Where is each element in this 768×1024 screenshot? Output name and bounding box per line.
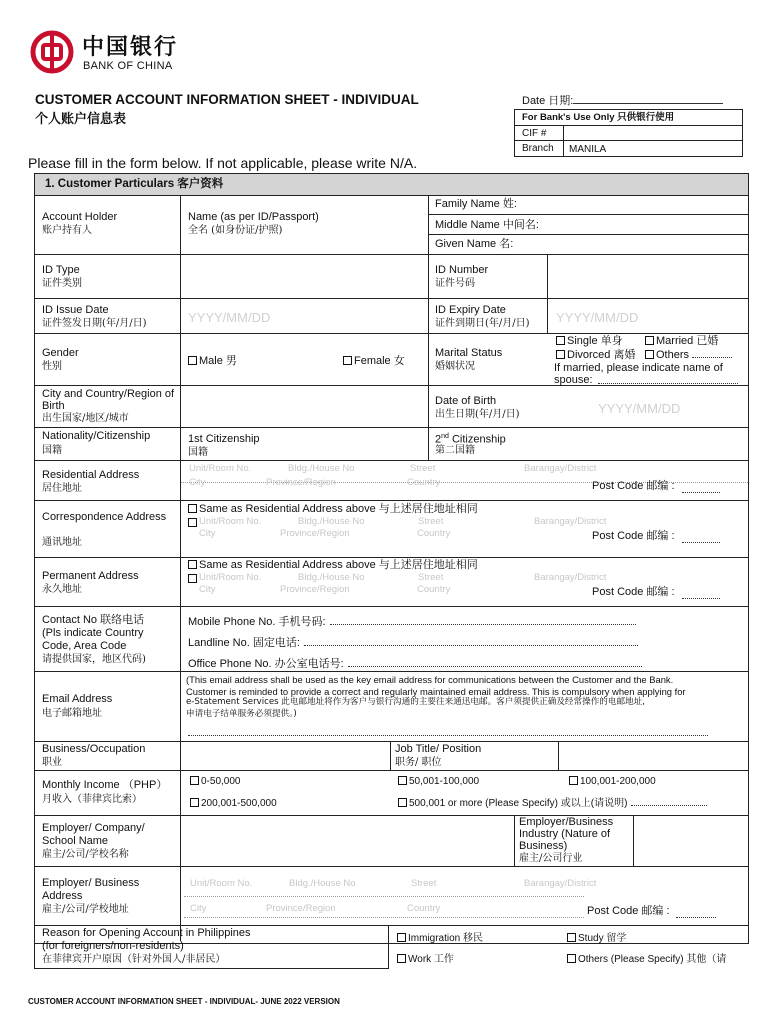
permanent-address-label: Permanent Address (42, 570, 139, 582)
employer-label-cn: 雇主/公司/学校名称 (42, 849, 129, 860)
male-checkbox[interactable]: Male 男 (188, 355, 237, 368)
reason-label-2: (for foreigners/non-residents) (42, 940, 184, 952)
checkbox-icon (645, 350, 654, 359)
id-issue-date-input[interactable]: YYYY/MM/DD (188, 310, 271, 325)
id-expiry-date-input[interactable]: YYYY/MM/DD (556, 310, 639, 325)
marital-status-label-cn: 婚姻状况 (435, 361, 475, 372)
id-issue-date-label: ID Issue Date (42, 304, 109, 316)
reason-label-cn: 在菲律宾开户原因（针对外国人/非居民） (42, 954, 226, 965)
checkbox-icon (190, 798, 199, 807)
gender-label-cn: 性别 (42, 361, 62, 372)
spouse-field[interactable]: If married, please indicate name of spouse: (554, 362, 723, 386)
permanent-address-input[interactable]: Unit/Room No. Bldg./House No Street Barangay/District City Province/Region Country Post Code 邮编 : (182, 571, 746, 605)
immigration-checkbox[interactable]: Immigration 移民 (397, 932, 483, 945)
checkbox-icon (398, 798, 407, 807)
correspondence-address-input[interactable]: Unit/Room No. Bldg./House No Street Barangay/District City Province/Region Country Post Code 邮编 : (182, 515, 746, 555)
industry-label-2: Industry (Nature of (519, 828, 611, 840)
second-citizenship-label-cn: 第二国籍 (435, 445, 475, 456)
contact-label-cn: 请提供国家，地区代码) (42, 654, 146, 665)
checkbox-icon (397, 933, 406, 942)
others-checkbox[interactable]: Others (645, 349, 732, 362)
employer-label: Employer/ Company/ (42, 822, 145, 834)
email-label-cn: 电子邮箱地址 (42, 708, 102, 719)
work-checkbox[interactable]: Work 工作 (397, 953, 454, 966)
birth-place-label: City and Country/Region of Birth (42, 388, 175, 412)
reason-label: Reason for Opening Account in Philippines (42, 927, 251, 939)
correspondence-same-checkbox[interactable]: Same as Residential Address above 与上述居住地址相同 (188, 503, 478, 516)
id-expiry-date-label-cn: 证件到期日(年/月/日) (435, 318, 530, 329)
id-number-label-cn: 证件号码 (435, 278, 475, 289)
birth-place-label-cn: 出生国家/地区/城市 (42, 413, 129, 424)
logo-english: BANK OF CHINA (83, 60, 173, 72)
checkbox-icon (397, 954, 406, 963)
job-title-label: Job Title/ Position (395, 743, 482, 755)
email-label: Email Address (42, 693, 113, 705)
correspondence-address-label-cn: 通讯地址 (42, 537, 82, 548)
first-citizenship-label: 1st Citizenship (188, 433, 260, 445)
id-number-label: ID Number (435, 264, 489, 276)
mobile-phone-field[interactable]: Mobile Phone No. 手机号码: (188, 616, 636, 629)
landline-field[interactable]: Landline No. 固定电话: (188, 637, 638, 650)
contact-label-3: Code, Area Code (42, 640, 127, 652)
given-name-field[interactable]: Given Name 名: (435, 238, 514, 250)
income-option-1[interactable]: 0-50,000 (190, 775, 240, 788)
bank-use-box (514, 109, 743, 157)
middle-name-field[interactable]: Middle Name 中间名: (435, 219, 539, 231)
dob-label-cn: 出生日期(年/月/日) (435, 409, 520, 420)
nationality-label-cn: 国籍 (42, 445, 62, 456)
gender-label: Gender (42, 347, 79, 359)
second-citizenship-label: 2nd Citizenship (435, 433, 506, 446)
industry-label: Employer/Business (519, 816, 614, 828)
income-option-2[interactable]: 50,001-100,000 (398, 775, 479, 788)
bank-logo (30, 30, 190, 74)
dob-label: Date of Birth (435, 395, 497, 407)
contact-label: Contact No 联络电话 (42, 614, 145, 626)
checkbox-icon (569, 776, 578, 785)
industry-label-3: Business) (519, 840, 568, 852)
residential-address-label-cn: 居住地址 (42, 483, 82, 494)
branch-label: Branch (522, 143, 554, 154)
married-checkbox[interactable]: Married 已婚 (645, 335, 718, 348)
employer-address-label: Employer/ Business (42, 877, 140, 889)
business-occupation-label-cn: 职业 (42, 757, 62, 768)
checkbox-icon (188, 356, 197, 365)
industry-label-cn: 雇主/公司行业 (519, 853, 583, 864)
family-name-field[interactable]: Family Name 姓: (435, 198, 517, 210)
logo-chinese: 中国银行 (82, 34, 179, 60)
checkbox-icon (567, 954, 576, 963)
id-type-label: ID Type (42, 264, 80, 276)
employer-address-label-cn: 雇主/公司/学校地址 (42, 904, 129, 915)
residential-address-input[interactable]: Unit/Room No. Bldg./House No Street Barangay/District City Province/Region Country Post Code 邮编 : (182, 462, 746, 498)
date-label: Date 日期: (522, 95, 574, 107)
checkbox-icon (398, 776, 407, 785)
email-note: (This email address shall be used as the key email address for communications between the Customer and the Bank. Customer is reminded to provide a correct and regularly maintained email address. This is compulsory when applying for e-Statement Services 此电邮地址将作为客户与银行沟通的主要往来通迅电邮。客户须提供正确及经常操作的电邮地址, 申请电子结单服务必须提供。) (186, 674, 686, 719)
monthly-income-label-cn: 月收入（菲律宾比索） (42, 794, 142, 805)
birth-place-input[interactable] (182, 387, 426, 425)
job-title-label-cn: 职务/ 职位 (395, 757, 442, 768)
employer-name-input[interactable] (182, 817, 512, 864)
permanent-address-label-cn: 永久地址 (42, 584, 82, 595)
permanent-same-checkbox[interactable]: Same as Residential Address above 与上述居住地址相同 (188, 559, 478, 572)
checkbox-icon (188, 560, 197, 569)
bank-of-china-emblem-icon (30, 30, 74, 74)
marital-status-label: Marital Status (435, 347, 503, 359)
first-citizenship-label-cn: 国籍 (188, 447, 208, 458)
form-title-cn: 个人账户信息表 (35, 112, 127, 127)
business-occupation-input[interactable] (182, 743, 388, 769)
name-label: Name (as per ID/Passport) (188, 211, 319, 223)
nationality-label: Nationality/Citizenship (42, 430, 151, 442)
checkbox-icon[interactable] (188, 574, 197, 583)
female-checkbox[interactable]: Female 女 (343, 355, 405, 368)
residential-address-label: Residential Address (42, 469, 140, 481)
id-number-input[interactable] (549, 256, 745, 296)
cif-label: CIF # (522, 128, 547, 139)
checkbox-icon[interactable] (188, 518, 197, 527)
single-checkbox[interactable]: Single 单身 (556, 335, 623, 348)
employer-label-2: School Name (42, 835, 109, 847)
checkbox-icon (343, 356, 352, 365)
checkbox-icon (567, 933, 576, 942)
checkbox-icon (190, 776, 199, 785)
divorced-checkbox[interactable]: Divorced 离婚 (556, 349, 635, 362)
footer-version: CUSTOMER ACCOUNT INFORMATION SHEET - INDIVIDUAL- JUNE 2022 VERSION (28, 997, 340, 1006)
branch-value: MANILA (569, 144, 607, 155)
others-reason-checkbox[interactable]: Others (Please Specify) 其他（请 (567, 953, 726, 966)
form-instruction: Please fill in the form below. If not applicable, please write N/A. (28, 155, 418, 171)
study-checkbox[interactable]: Study 留学 (567, 932, 626, 945)
checkbox-icon (188, 504, 197, 513)
contact-label-2: (Pls indicate Country (42, 627, 144, 639)
checkbox-icon (645, 336, 654, 345)
income-option-4[interactable]: 200,001-500,000 (190, 797, 277, 810)
job-title-input[interactable] (560, 743, 746, 769)
dob-input[interactable]: YYYY/MM/DD (598, 401, 681, 416)
income-option-5[interactable]: 500,001 or more (Please Specify) 或以上(请说明) (398, 797, 707, 810)
monthly-income-label: Monthly Income （PHP） (42, 779, 168, 791)
employer-address-input[interactable]: Unit/Room No. Bldg./House No Street Barangay/District City Province/Region Country Post Code 邮编 : (182, 872, 746, 922)
name-label-cn: 全名 (如身份证/护照) (188, 225, 283, 236)
section-header (35, 174, 748, 196)
employer-address-label-2: Address (42, 890, 83, 902)
id-type-input[interactable] (182, 256, 426, 296)
id-expiry-date-label: ID Expiry Date (435, 304, 506, 316)
industry-input[interactable] (635, 817, 746, 864)
date-field[interactable] (522, 95, 723, 108)
business-occupation-label: Business/Occupation (42, 743, 146, 755)
form-title: CUSTOMER ACCOUNT INFORMATION SHEET - INDIVIDUAL (35, 92, 419, 107)
account-holder-label: Account Holder (42, 211, 118, 223)
id-issue-date-label-cn: 证件签发日期(年/月/日) (42, 318, 147, 329)
section-title: 1. Customer Particulars 客户资料 (45, 178, 224, 190)
income-option-3[interactable]: 100,001-200,000 (569, 775, 656, 788)
id-type-label-cn: 证件类别 (42, 278, 82, 289)
email-input[interactable] (188, 735, 708, 736)
bank-use-title: For Bank's Use Only 只供银行使用 (522, 112, 675, 123)
office-phone-field[interactable]: Office Phone No. 办公室电话号: (188, 658, 642, 671)
account-holder-label-cn: 账户持有人 (42, 225, 92, 236)
checkbox-icon (556, 350, 565, 359)
correspondence-address-label: Correspondence Address (42, 511, 167, 523)
checkbox-icon (556, 336, 565, 345)
